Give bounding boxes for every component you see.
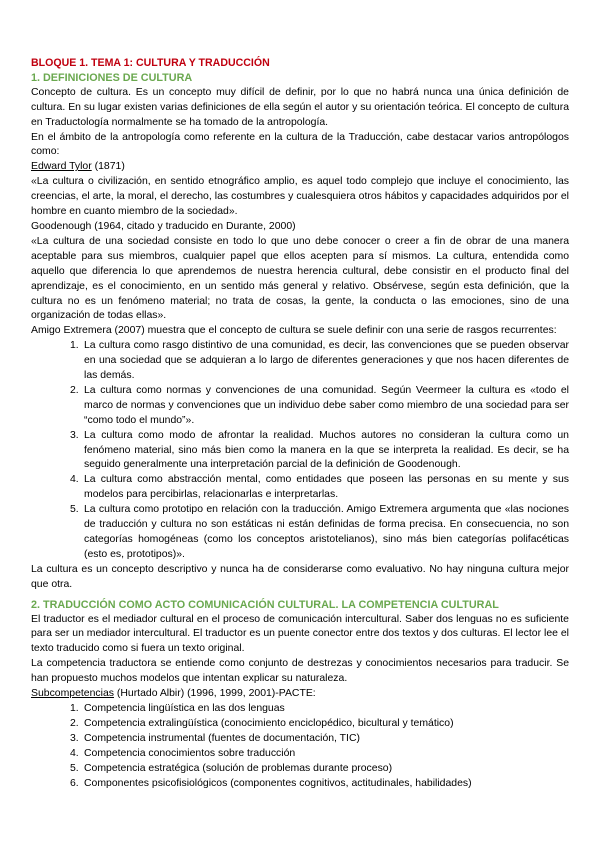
list-item — [31, 777, 569, 792]
anthropology-paragraph: En el ámbito de la antropología como referente en la cultura de la Traducción, cabe destacar varios antropólogos como: — [31, 131, 569, 158]
competence-paragraph: La competencia traductora se entiende como conjunto de destrezas y conocimientos necesarios para traducir. Se han propuesto muchos modelos que intentan explicar su naturaleza. — [31, 658, 569, 685]
list-item-text: La cultura como abstracción mental, como entidades que poseen las personas en su mente y sus modelos para percibirlas, relacionarlas e interpretarlas. — [84, 474, 569, 501]
list-item — [31, 762, 569, 777]
list-item — [31, 702, 569, 717]
section-1-heading: 1. DEFINICIONES DE CULTURA — [31, 71, 193, 84]
subcompetencies-list — [31, 702, 569, 791]
document-page — [31, 56, 569, 791]
list-item — [31, 429, 569, 474]
list-number: 5. — [70, 504, 79, 516]
list-number: 4. — [70, 474, 79, 486]
subcompetencies-source: (Hurtado Albir) (1996, 1999, 2001)-PACTE: — [113, 688, 316, 700]
list-item-text: Componentes psicofisiológicos (componentes cognitivos, actitudinales, habilidades) — [84, 777, 472, 789]
subcompetencies-label: Subcompetencias — [31, 688, 114, 700]
amigo-paragraph: Amigo Extremera (2007) muestra que el concepto de cultura se suele definir con una serie de rasgos recurrentes: — [31, 325, 557, 337]
list-item-text: La cultura como rasgo distintivo de una comunidad, es decir, las convenciones que se pueden observar en una sociedad que se adquieran a lo largo de diferentes generaciones y que nos hacen diferentes de las demás. — [84, 340, 569, 382]
list-number: 2. — [70, 717, 79, 729]
intro-paragraph: Concepto de cultura. Es un concepto muy difícil de definir, por lo que no habrá nunca una única definición de cultura. En su lugar existen varias definiciones de ella según el autor y su orientación teórica. El concepto de cultura en Traductología normalmente se ha tomado de la antropología. — [31, 86, 569, 128]
tylor-year: (1871) — [91, 161, 125, 173]
list-number: 4. — [70, 747, 79, 759]
list-number: 3. — [70, 732, 79, 744]
list-item — [31, 384, 569, 429]
document-title: BLOQUE 1. TEMA 1: CULTURA Y TRADUCCIÓN — [31, 57, 270, 69]
list-item-text: Competencia estratégica (solución de problemas durante proceso) — [84, 762, 393, 774]
tylor-name: Edward Tylor — [31, 161, 92, 173]
section-2-heading: 2. TRADUCCIÓN COMO ACTO COMUNICACIÓN CULTURAL. LA COMPETENCIA CULTURAL — [31, 598, 499, 611]
list-number: 3. — [70, 429, 79, 441]
list-item-text: Competencia instrumental (fuentes de documentación, TIC) — [84, 732, 360, 744]
list-number: 6. — [70, 777, 79, 789]
culture-traits-list — [31, 339, 569, 563]
list-item-text: La cultura como modo de afrontar la realidad. Muchos autores no consideran la cultura como un fenómeno material, sino más bien como la manera en la que se interpreta la realidad. Es decir, se ha seguido generalmente una interpretación parcial de la definición de Goodenough. — [84, 429, 569, 471]
list-number: 1. — [70, 340, 79, 352]
goodenough-reference: Goodenough (1964, citado y traducido en Durante, 2000) — [31, 220, 296, 232]
goodenough-quote: «La cultura de una sociedad consiste en todo lo que uno debe conocer o creer a fin de obrar de una manera aceptable para sus miembros, cualquier papel que ellos acepten para sí mismos. La cultura, entendida como aquello que diferencia lo que aprendemos de nuestra herencia cultural, debe consistir en el producto final del aprendizaje, es el conocimiento, en un sentido más general y relativo. Obsérvese, según esta definición, que la cultura no es un fenómeno material; no trata de cosas, la gente, la conducta o las emociones, sino de una organización de todas ellas». — [31, 235, 569, 322]
list-item-text: Competencia extralingüística (conocimiento enciclopédico, bicultural y temático) — [84, 717, 454, 729]
list-item — [31, 732, 569, 747]
list-item-text: La cultura como normas y convenciones de una comunidad. Según Veermeer la cultura es «todo el marco de normas y convenciones que un individuo debe saber como miembro de una sociedad para ser “como todo el mundo”». — [84, 384, 569, 426]
list-number: 5. — [70, 762, 79, 774]
closing-paragraph: La cultura es un concepto descriptivo y nunca ha de considerarse como evaluativo. No hay ninguna cultura mejor que otra. — [31, 563, 569, 590]
mediator-paragraph: El traductor es el mediador cultural en el proceso de comunicación intercultural. Saber dos lenguas no es suficiente para ser un mediador intercultural. El traductor es un puente conector entre dos textos y dos culturas. El lector lee el texto traducido como si fuera un texto original. — [31, 613, 569, 655]
list-item — [31, 717, 569, 732]
list-item-text: La cultura como prototipo en relación con la traducción. Amigo Extremera argumenta que «las nociones de traducción y cultura no son estáticas ni están definidas de forma precisa. En consecuencia, no son categorías homogéneas (como los conceptos aristotelianos), sino más bien categorías polifacéticas (esto es, prototipos)». — [84, 504, 569, 560]
tylor-reference — [31, 160, 569, 175]
list-item — [31, 339, 569, 384]
list-item — [31, 503, 569, 563]
subcompetencies-reference — [31, 687, 569, 702]
list-item-text: Competencia lingüística en las dos lenguas — [84, 702, 285, 714]
list-item-text: Competencia conocimientos sobre traducción — [84, 747, 296, 759]
tylor-quote: «La cultura o civilización, en sentido etnográfico amplio, es aquel todo complejo que incluye el conocimiento, las creencias, el arte, la moral, el derecho, las costumbres y cualesquiera otros hábitos y capacidades adquiridos por el hombre en cuanto miembro de la sociedad». — [31, 176, 569, 218]
list-item — [31, 747, 569, 762]
list-number: 2. — [70, 384, 79, 396]
list-number: 1. — [70, 702, 79, 714]
list-item — [31, 473, 569, 503]
